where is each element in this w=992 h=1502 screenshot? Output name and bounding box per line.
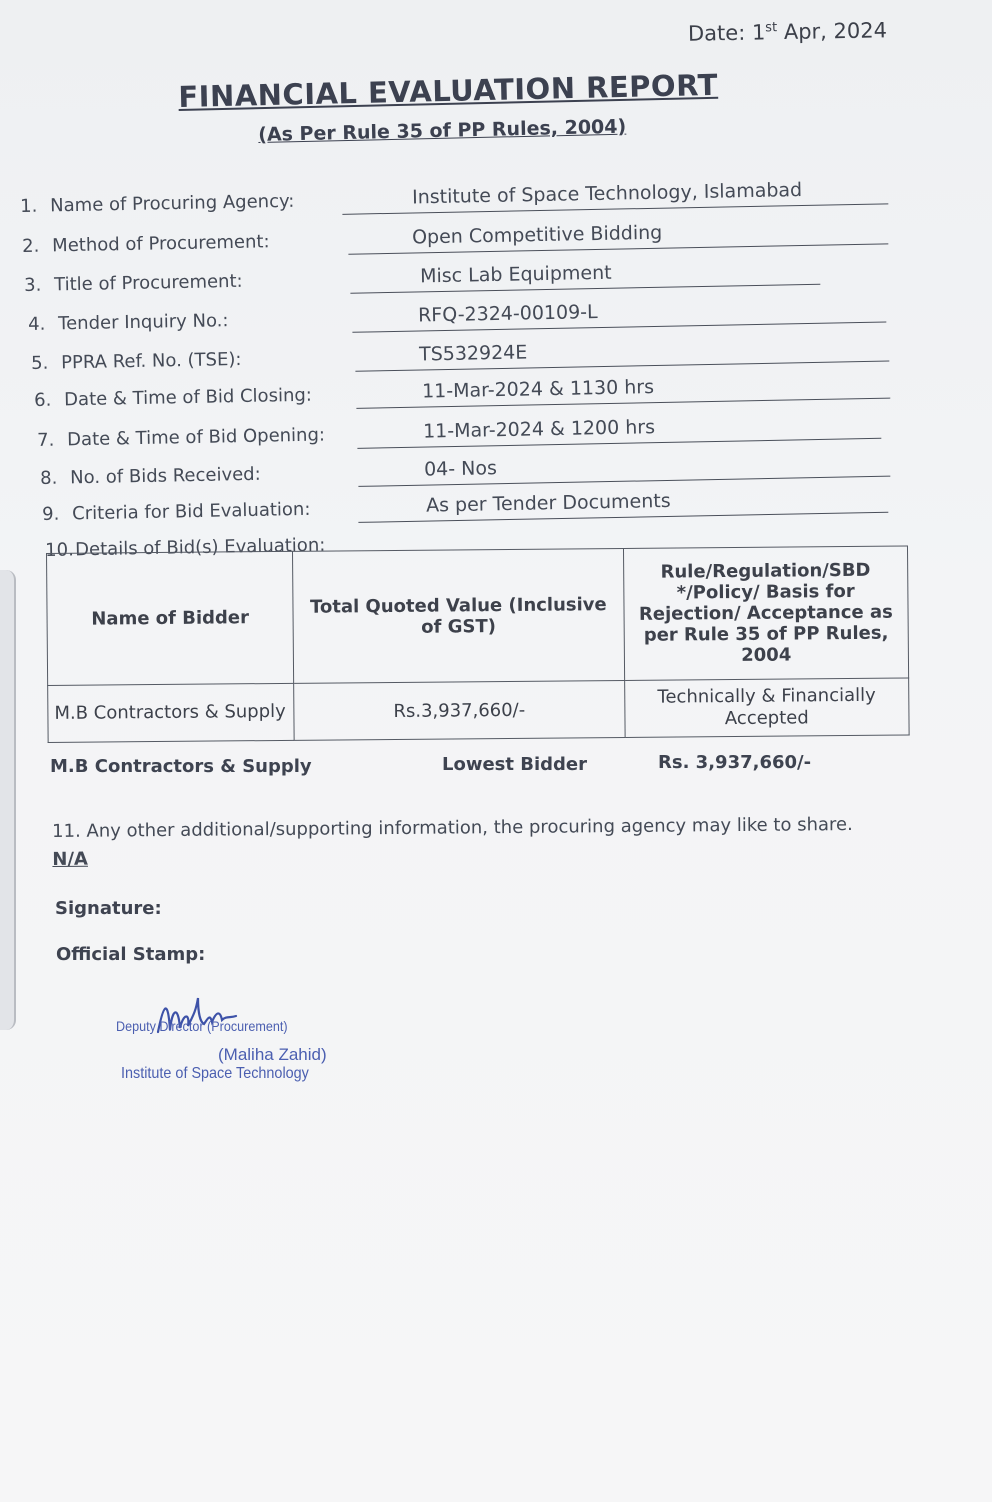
summary-bidder: M.B Contractors & Supply [50, 756, 312, 777]
field-title-of-procurement: 3. Title of Procurement: Misc Lab Equipment [24, 258, 924, 305]
additional-information-value: N/A [52, 848, 89, 870]
report-subtitle: (As Per Rule 35 of PP Rules, 2004) [258, 115, 627, 146]
summary-status: Lowest Bidder [442, 754, 588, 775]
cell-quoted-value: Rs.3,937,660/- [294, 680, 625, 740]
official-stamp [110, 990, 360, 1100]
table-header-row [47, 546, 909, 686]
field-ppra-ref-no: 5. PPRA Ref. No. (TSE): TS532924E [31, 336, 931, 383]
paper-fold-edge [0, 570, 16, 1030]
field-method-of-procurement: 2. Method of Procurement: Open Competitive Bidding [22, 219, 922, 266]
header-rule-basis: Rule/Regulation/SBD */Policy/ Basis for Rejection/ Acceptance as per Rule 35 of PP Rules, 2004 [623, 546, 908, 680]
field-bid-evaluation-details: 10. Details of Bid(s) Evaluation: [45, 534, 326, 561]
additional-information: 11. Any other additional/supporting information, the procuring agency may like to share. N/A [52, 814, 853, 870]
field-evaluation-criteria: 9. Criteria for Bid Evaluation: As per Tender Documents [42, 487, 942, 534]
stamp-designation: Deputy Director (Procurement) [116, 1018, 288, 1034]
report-title: FINANCIAL EVALUATION REPORT [178, 67, 719, 114]
report-date: Date: 1st Apr, 2024 [687, 18, 888, 46]
cell-basis: Technically & Financially Accepted [624, 678, 909, 737]
header-name-of-bidder: Name of Bidder [47, 551, 294, 685]
summary-amount: Rs. 3,937,660/- [658, 752, 812, 773]
handwritten-signature-icon [150, 992, 240, 1042]
header-total-quoted-value: Total Quoted Value (Inclusive of GST) [293, 548, 625, 683]
official-stamp-label: Official Stamp: [56, 944, 206, 965]
signature-label: Signature: [55, 898, 162, 919]
field-bid-closing: 6. Date & Time of Bid Closing: 11-Mar-2024 & 1130 hrs [34, 373, 934, 420]
table-row [48, 678, 909, 743]
field-procuring-agency: 1. Name of Procuring Agency: Institute of Space Technology, Islamabad [20, 179, 920, 226]
field-tender-inquiry-no: 4. Tender Inquiry No.: RFQ-2324-00109-L [28, 297, 928, 344]
cell-bidder: M.B Contractors & Supply [48, 683, 295, 742]
bid-evaluation-table [46, 545, 910, 743]
field-bids-received: 8. No. of Bids Received: 04- Nos [40, 451, 940, 498]
stamp-name: (Maliha Zahid) [218, 1045, 327, 1064]
stamp-institute: Institute of Space Technology [121, 1065, 309, 1082]
field-bid-opening: 7. Date & Time of Bid Opening: 11-Mar-2024 & 1200 hrs [37, 413, 937, 460]
